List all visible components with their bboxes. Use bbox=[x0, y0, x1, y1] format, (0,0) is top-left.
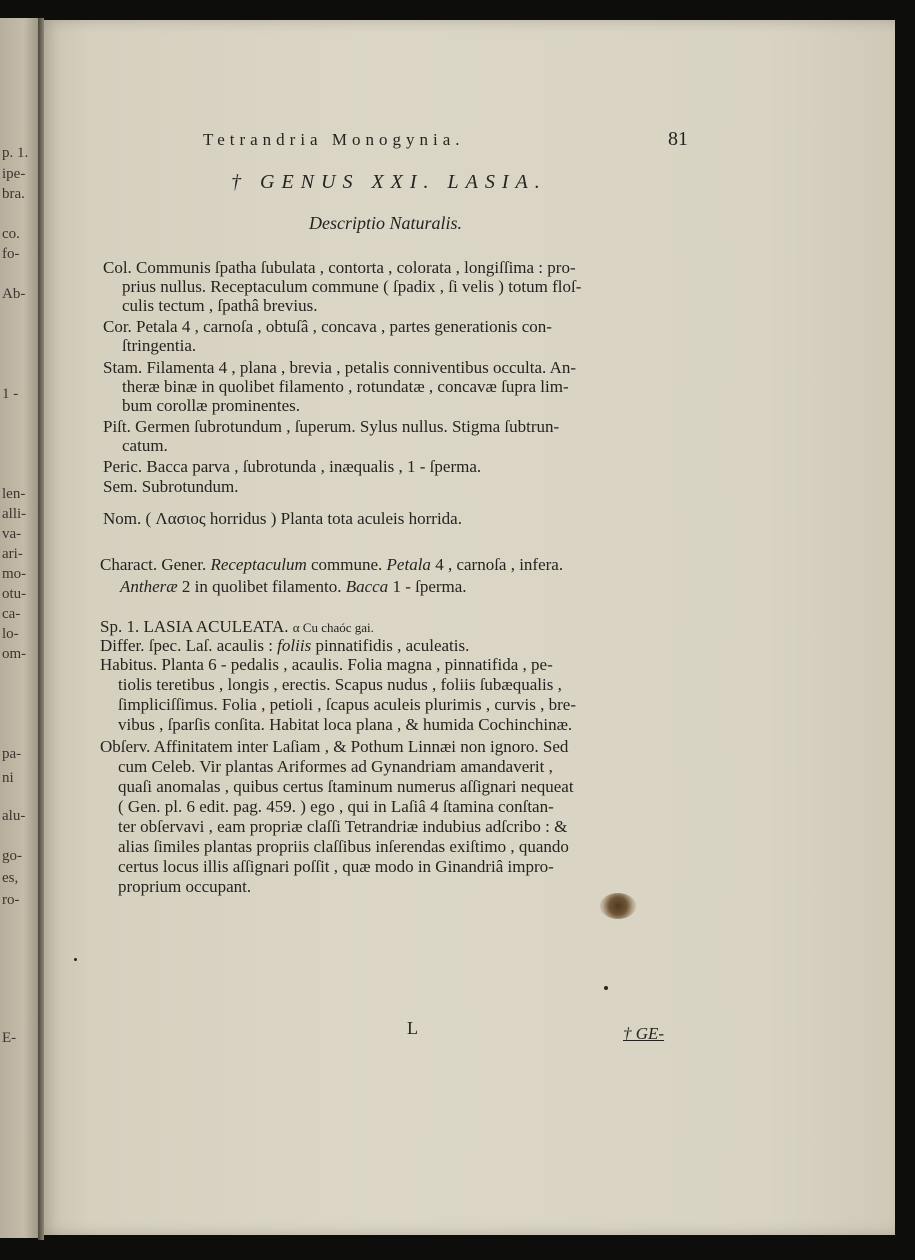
description-line: theræ binæ in quolibet filamento , rotundatæ , concavæ ſupra lim- bbox=[122, 377, 569, 396]
description-line: Sem. Subrotundum. bbox=[103, 477, 239, 496]
margin-fragment: go- bbox=[2, 848, 22, 864]
running-head: Tetrandria Monogynia. bbox=[203, 130, 465, 149]
margin-fragment: E- bbox=[2, 1030, 17, 1046]
margin-fragment: bra. bbox=[2, 186, 25, 202]
description-line: Col. Communis ſpatha ſubulata , contorta , colorata , longiſſima : pro- bbox=[103, 258, 576, 277]
margin-fragment: va- bbox=[2, 526, 22, 542]
character-line: Charact. Gener. Receptaculum commune. Petala 4 , carnoſa , infera. bbox=[100, 555, 564, 574]
observation-line: alias ſimiles plantas propriis claſſibus inſerendas exiſtimo , quando bbox=[118, 837, 569, 856]
habitus-line: ſimpliciſſimus. Folia , petioli , ſcapus aculeis plurimis , curvis , bre- bbox=[118, 695, 576, 714]
nom-line: Nom. ( Λασιος horridus ) Planta tota aculeis horrida. bbox=[103, 509, 462, 528]
ink-spot bbox=[74, 958, 77, 961]
margin-fragment: ro- bbox=[2, 892, 20, 908]
genus-title: † GENUS XXI. LASIA. bbox=[231, 171, 547, 193]
observation-line: Obſerv. Affinitatem inter Laſiam , & Pothum Linnæi non ignoro. Sed bbox=[100, 737, 569, 756]
catchword: † GE- bbox=[623, 1024, 665, 1043]
margin-fragment: Ab- bbox=[2, 286, 26, 302]
margin-fragment: om- bbox=[2, 646, 27, 662]
margin-fragment: 1 - bbox=[2, 386, 19, 402]
description-line: prius nullus. Receptaculum commune ( ſpadix , ſi velis ) totum floſ- bbox=[122, 277, 582, 296]
habitus-line: Habitus. Planta 6 - pedalis , acaulis. Folia magna , pinnatifida , pe- bbox=[100, 655, 553, 674]
observation-line: proprium occupant. bbox=[118, 877, 252, 896]
page-number: 81 bbox=[668, 128, 688, 150]
habitus-line: tiolis teretibus , longis , erectis. Scapus nudus , foliis ſubæqualis , bbox=[118, 675, 562, 694]
differentia-line: Differ. ſpec. Laſ. acaulis : foliis pinnatifidis , aculeatis. bbox=[100, 636, 470, 655]
section-subheading: Descriptio Naturalis. bbox=[309, 213, 463, 233]
observation-line: ( Gen. pl. 6 edit. pag. 459. ) ego , qui in Laſiâ 4 ſtamina conſtan- bbox=[118, 797, 554, 816]
species-heading: Sp. 1. LASIA ACULEATA. α Cu chaóc gai. bbox=[100, 617, 374, 636]
description-line: Piſt. Germen ſubrotundum , ſuperum. Sylus nullus. Stigma ſubtrun- bbox=[103, 417, 560, 436]
margin-fragment: pa- bbox=[2, 746, 22, 762]
margin-fragment: ipe- bbox=[2, 166, 26, 182]
previous-page-edge bbox=[0, 18, 40, 1238]
margin-fragment: mo- bbox=[2, 566, 27, 582]
ink-stain bbox=[600, 893, 636, 919]
character-line: Antheræ 2 in quolibet filamento. Bacca 1 - ſperma. bbox=[120, 577, 467, 596]
margin-fragment: ni bbox=[2, 770, 14, 786]
margin-fragment: p. 1. bbox=[2, 145, 29, 161]
signature-mark: L bbox=[407, 1018, 418, 1038]
habitus-line: vibus , ſparſis conſita. Habitat loca plana , & humida Cochinchinæ. bbox=[118, 715, 573, 734]
observation-line: ter obſervavi , eam propriæ claſſi Tetrandriæ indubius adſcribo : & bbox=[118, 817, 568, 836]
description-line: Stam. Filamenta 4 , plana , brevia , petalis conniventibus occulta. An- bbox=[103, 358, 577, 377]
observation-line: certus locus illis aſſignari poſſit , quæ modo in Ginandriâ impro- bbox=[118, 857, 554, 876]
observation-line: cum Celeb. Vir plantas Ariformes ad Gynandriam amandaverit , bbox=[118, 757, 553, 776]
margin-fragment: ari- bbox=[2, 546, 23, 562]
description-line: Cor. Petala 4 , carnoſa , obtuſâ , concava , partes generationis con- bbox=[103, 317, 552, 336]
description-line: catum. bbox=[122, 436, 168, 455]
margin-fragment: len- bbox=[2, 486, 26, 502]
ink-spot bbox=[604, 986, 608, 990]
margin-fragment: ca- bbox=[2, 606, 21, 622]
margin-fragment: alu- bbox=[2, 808, 26, 824]
margin-fragment: lo- bbox=[2, 626, 19, 642]
margin-fragment: otu- bbox=[2, 586, 27, 602]
observation-line: quaſi anomalas , quibus certus ſtaminum numerus aſſignari nequeat bbox=[118, 777, 574, 796]
description-line: Peric. Bacca parva , ſubrotunda , inæqualis , 1 - ſperma. bbox=[103, 457, 482, 476]
page-gutter bbox=[38, 18, 44, 1240]
margin-fragment: fo- bbox=[2, 246, 20, 262]
description-line: bum corollæ prominentes. bbox=[122, 396, 301, 415]
description-line: ſtringentia. bbox=[122, 336, 197, 355]
margin-fragment: alli- bbox=[2, 506, 27, 522]
margin-fragment: es, bbox=[2, 870, 19, 886]
margin-fragment: co. bbox=[2, 226, 20, 242]
description-line: culis tectum , ſpathâ brevius. bbox=[122, 296, 318, 315]
